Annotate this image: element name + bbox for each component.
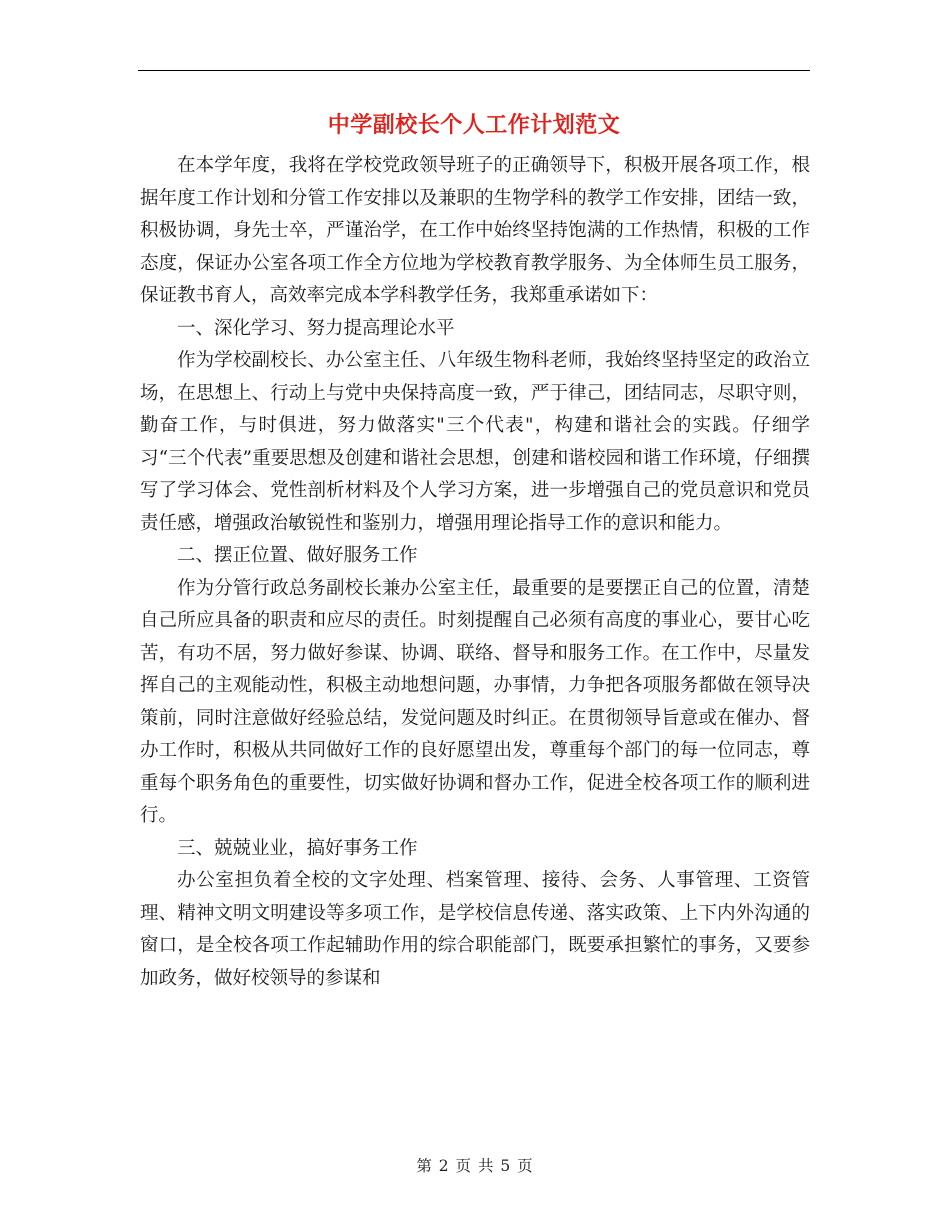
section-paragraph-2: 作为分管行政总务副校长兼办公室主任，最重要的是要摆正自己的位置，清楚自己所应具备的职责和应尽的责任。时刻提醒自己必须有高度的事业心，要甘心吃苦，有功不居，努力做好参谋、协调、联络、督导和服务工作。在工作中，尽量发挥自己的主观能动性，积极主动地想问题，办事情，力争把各项服务都做在领导决策前，同时注意做好经验总结，发觉问题及时纠正。在贯彻领导旨意或在催办、督办工作时，积极从共同做好工作的良好愿望出发，尊重每个部门的每一位同志，尊重每个职务角色的重要性，切实做好协调和督办工作，促进全校各项工作的顺利进行。	[140, 577, 810, 826]
intro-paragraph: 在本学年度，我将在学校党政领导班子的正确领导下，积极开展各项工作，根据年度工作计划和分管工作安排以及兼职的生物学科的教学工作安排，团结一致，积极协调，身先士卒，严谨治学，在工作中始终坚持饱满的工作热情，积极的工作态度，保证办公室各项工作全方位地为学校教育教学服务、为全体师生员工服务，保证教书育人，高效率完成本学科教学任务，我郑重承诺如下：	[140, 155, 810, 306]
section-heading-2: 二、摆正位置、做好服务工作	[177, 545, 418, 566]
section-paragraph-3: 办公室担负着全校的文字处理、档案管理、接待、会务、人事管理、工资管理、精神文明文明建设等多项工作，是学校信息传递、落实政策、上下内外沟通的窗口，是全校各项工作起辅助作用的综合职能部门，既要承担繁忙的事务，又要参加政务，做好校领导的参谋和	[140, 870, 810, 989]
document-title: 中学副校长个人工作计划范文	[327, 113, 621, 138]
section-paragraph-1: 作为学校副校长、办公室主任、八年级生物科老师，我始终坚持坚定的政治立场，在思想上、行动上与党中央保持高度一致，严于律己，团结同志，尽职守则，勤奋工作，与时俱进，努力做落实"三个代表"，构建和谐社会的实践。仔细学习“三个代表”重要思想及创建和谐社会思想，创建和谐校园和谐工作环境，仔细撰写了学习体会、党性剖析材料及个人学习方案，进一步增强自己的党员意识和党员责任感，增强政治敏锐性和鉴别力，增强用理论指导工作的意识和能力。	[140, 350, 810, 534]
section-heading-3: 三、兢兢业业，搞好事务工作	[177, 837, 418, 859]
section-heading-1: 一、深化学习、努力提高理论水平	[177, 317, 455, 339]
header-rule	[138, 70, 810, 71]
document-body	[140, 150, 810, 995]
page-number: 第 2 页 共 5 页	[416, 1157, 534, 1175]
